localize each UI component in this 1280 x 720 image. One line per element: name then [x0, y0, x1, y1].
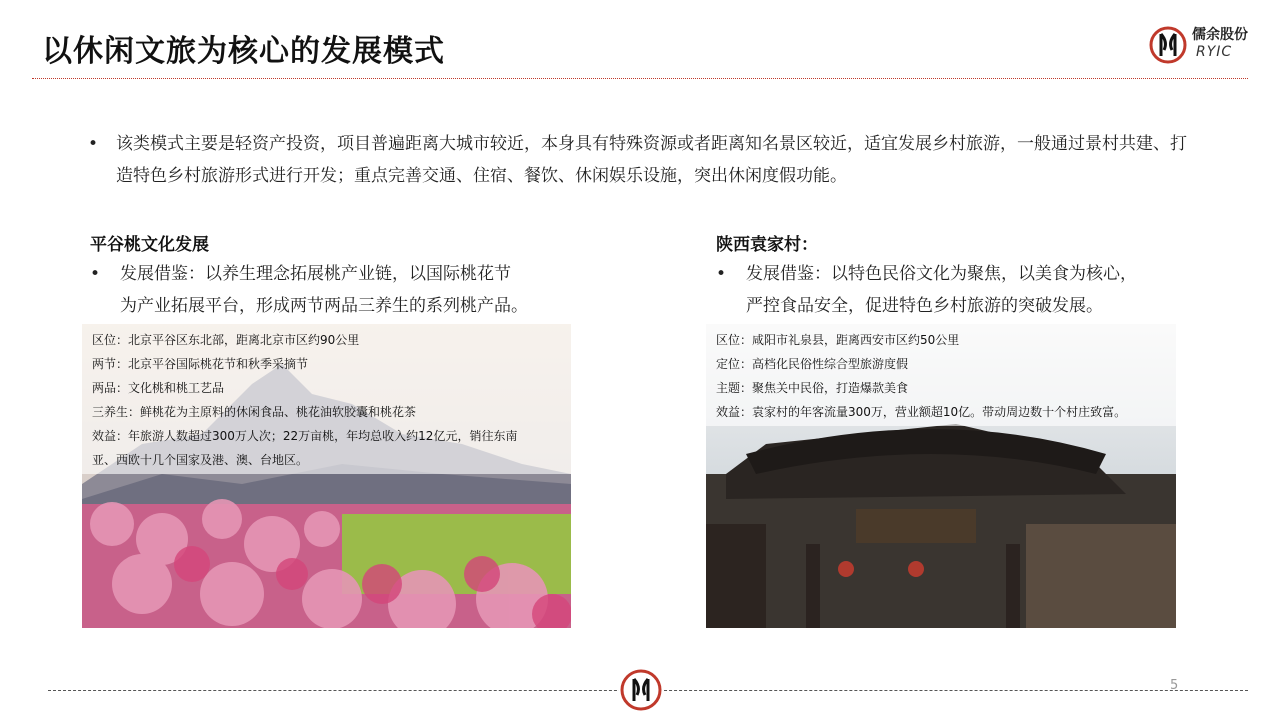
left-case-title: 平谷桃文化发展 [90, 235, 209, 255]
info-line: 区位：北京平谷区东北部，距离北京市区约90公里 [92, 333, 360, 347]
logo-emblem-icon [1148, 22, 1188, 68]
page-number: 5 [1170, 678, 1179, 693]
info-line: 两节：北京平谷国际桃花节和秋季采摘节 [92, 357, 309, 371]
left-case-line-1: 发展借鉴：以养生理念拓展桃产业链，以国际桃花节 [120, 264, 511, 284]
bullet-icon: • [716, 264, 727, 284]
intro-paragraph [88, 128, 1198, 192]
page-title: 以休闲文旅为核心的发展模式 [42, 34, 445, 69]
peach-blossom-photo [82, 324, 571, 628]
left-case-body [90, 258, 570, 322]
right-case-info-box [706, 324, 1176, 426]
company-logo [1148, 22, 1258, 70]
bullet-icon: • [88, 134, 99, 154]
info-line: 效益：年旅游人数超过300万人次；22万亩桃，年均总收入约12亿元，销往东南 [92, 429, 518, 443]
logo-text-english: RYIC [1196, 44, 1233, 60]
right-case-title: 陕西袁家村： [716, 235, 818, 255]
left-case-line-2: 为产业拓展平台，形成两节两品三养生的系列桃产品。 [120, 296, 528, 316]
info-line: 两品：文化桃和桃工艺品 [92, 381, 225, 395]
intro-text: 该类模式主要是轻资产投资，项目普遍距离大城市较近，本身具有特殊资源或者距离知名景区较近，适宜发展乡村旅游，一般通过景村共建、打造特色乡村旅游形式进行开发；重点完善交通、住宿、餐饮、休闲娱乐设施，突出休闲度假功能。 [116, 134, 1187, 186]
logo-text-chinese: 儒余股份 [1192, 27, 1248, 43]
left-case-info-box [82, 324, 571, 474]
info-line: 主题：聚焦关中民俗，打造爆款美食 [716, 381, 909, 395]
info-line: 效益：袁家村的年客流量300万，营业额超10亿。带动周边数十个村庄致富。 [716, 405, 1127, 419]
footer-logo [619, 668, 663, 712]
logo-emblem-icon [619, 668, 663, 712]
info-line: 区位：咸阳市礼泉县，距离西安市区约50公里 [716, 333, 960, 347]
info-line: 亚、西欧十几个国家及港、澳、台地区。 [92, 453, 309, 467]
right-case-line-2: 严控食品安全，促进特色乡村旅游的突破发展。 [746, 296, 1103, 316]
header-divider [32, 78, 1248, 79]
info-line: 定位：高档化民俗性综合型旅游度假 [716, 357, 909, 371]
right-case-line-1: 发展借鉴：以特色民俗文化为聚焦，以美食为核心， [746, 264, 1137, 284]
bullet-icon: • [90, 264, 101, 284]
right-case-body [716, 258, 1196, 322]
yuanjia-village-photo [706, 324, 1176, 628]
info-line: 三养生：鲜桃花为主原料的休闲食品、桃花油软胶囊和桃花茶 [92, 405, 417, 419]
